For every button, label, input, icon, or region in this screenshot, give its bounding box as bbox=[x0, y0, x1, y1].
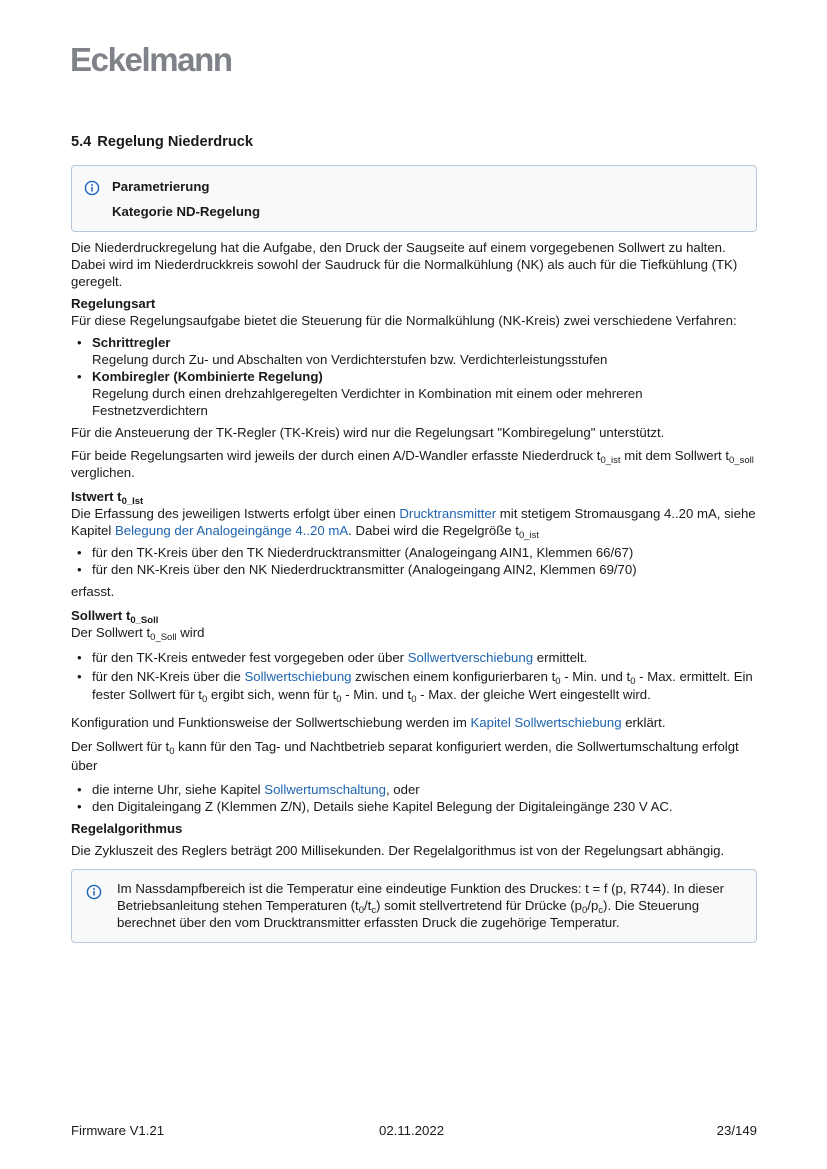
param-box-line2: Kategorie ND-Regelung bbox=[112, 204, 261, 219]
list-item: • die interne Uhr, siehe Kapitel Sollwertumschaltung, oder bbox=[71, 781, 757, 798]
list-item bbox=[71, 368, 757, 419]
konfig-paragraph: Konfiguration und Funktionsweise der Sollwertschiebung werden im Kapitel Sollwertschiebung erklärt. bbox=[71, 714, 666, 730]
parametrierung-box bbox=[71, 165, 757, 232]
regelalgorithmus-text: Die Zykluszeit des Reglers beträgt 200 Millisekunden. Der Regelalgorithmus ist von der Regelungsart abhängig. bbox=[71, 842, 725, 858]
sollwert-intro: Der Sollwert $t_{0\_Soll}$ wird bbox=[71, 625, 205, 643]
page-footer bbox=[71, 1122, 757, 1140]
regelungsart-list bbox=[71, 334, 757, 419]
sollwertumschaltung-list bbox=[71, 781, 757, 815]
tag-nacht-paragraph: Der Sollwert für $t_0$ kann für den Tag- und Nachtbetrieb separat konfiguriert werden, die Sollwertumschaltung erfolgt über bbox=[71, 738, 739, 773]
istwert-tail: erfasst. bbox=[71, 584, 115, 599]
footer-page-number: 23/149 bbox=[716, 1123, 757, 1138]
list-item bbox=[71, 334, 757, 368]
regelungsart-heading: Regelungsart bbox=[71, 296, 156, 311]
list-item-title: • Schrittregler bbox=[92, 335, 171, 350]
info-icon bbox=[86, 884, 102, 900]
sollwert-heading: Sollwert $t_{0\_Soll}$ bbox=[71, 608, 159, 626]
list-item-desc: Regelung durch einen drehzahlgeregelten Verdichter in Kombination mit einem oder mehreren Festnetzverdichtern bbox=[92, 386, 643, 418]
info-note-text: Im Nassdampfbereich ist die Temperatur eine eindeutige Funktion des Druckes: t = f (p, R744). In dieser Betriebsanleitung stehen Temperaturen $(t_0/t_c)$ somit stellvertretend für Drücke $(p_0/p_c)$. Die Steuerung berechnet über den vom Drucktransmitter erfassten Druck die zugehörige Temperatur. bbox=[117, 880, 725, 930]
footer-date: 02.11.2022 bbox=[379, 1123, 445, 1138]
istwert-heading: Istwert $t_{0\_Ist}$ bbox=[71, 489, 144, 507]
info-icon bbox=[84, 180, 100, 196]
list-item-title: • Kombiregler (Kombinierte Regelung) bbox=[92, 369, 323, 384]
sollwert-list bbox=[71, 649, 757, 705]
section-title bbox=[71, 133, 757, 151]
list-item: • für den TK-Kreis über den TK Niederdrucktransmitter (Analogeingang AIN1, Klemmen 66/67) bbox=[71, 544, 757, 561]
tk-note: Für die Ansteuerung der TK-Regler (TK-Kreis) wird nur die Regelungsart "Kombiregelung" unterstützt. bbox=[71, 425, 665, 440]
section-number: 5.4 bbox=[71, 134, 92, 150]
intro-paragraph: Die Niederdruckregelung hat die Aufgabe, den Druck der Saugseite auf einem vorgegebenen Sollwert zu halten. Dabei wird im Niederdruckkreis sowohl der Saudruck für die Normalkühlung (NK) als auch für die Tiefkühlung (TK) geregelt. bbox=[71, 240, 738, 289]
regelungsart-text: Für diese Regelungsaufgabe bietet die Steuerung für die Normalkühlung (NK-Kreis) zwei verschiedene Verfahren: bbox=[71, 313, 737, 328]
sollwertumschaltung-link[interactable]: Sollwertumschaltung bbox=[264, 781, 386, 797]
info-note-box bbox=[71, 869, 757, 943]
main-content bbox=[71, 133, 757, 943]
param-box-line1: Parametrierung bbox=[112, 179, 210, 194]
regelalgorithmus-heading: Regelalgorithmus bbox=[71, 820, 183, 836]
istwert-list bbox=[71, 544, 757, 578]
sollwertverschiebung-link[interactable]: Sollwertverschiebung bbox=[407, 650, 534, 665]
list-item: • den Digitaleingang Z (Klemmen Z/N), Details siehe Kapitel Belegung der Digitaleingänge 230 V AC. bbox=[71, 798, 757, 815]
compare-paragraph: Für beide Regelungsarten wird jeweils der durch einen A/D-Wandler erfasste Niederdruck $t_{0\_ist}$ mit dem Sollwert $t_{0\_soll}$ verglichen. bbox=[71, 448, 754, 480]
drucktransmitter-link[interactable]: Drucktransmitter bbox=[399, 506, 497, 521]
list-item-desc: Regelung durch Zu- und Abschalten von Verdichterstufen bzw. Verdichterleistungsstufen bbox=[92, 352, 608, 367]
footer-firmware: Firmware V1.21 bbox=[71, 1123, 165, 1138]
list-item: • für den TK-Kreis entweder fest vorgegeben oder über Sollwertverschiebung ermittelt. bbox=[71, 649, 757, 668]
list-item: • für den NK-Kreis über den NK Niederdrucktransmitter (Analogeingang AIN2, Klemmen 69/70) bbox=[71, 561, 757, 578]
eckelmann-logo: Eckelmann bbox=[70, 41, 232, 78]
section-title-text: Regelung Niederdruck bbox=[97, 134, 253, 150]
istwert-paragraph: Die Erfassung des jeweiligen Istwerts erfolgt über einen Drucktransmitter mit stetigem Stromausgang 4..20 mA, siehe Kapitel Belegung der Analogeingänge 4..20 mA. Dabei wird die Regelgröße $t_{0\_ist}$ bbox=[71, 506, 756, 541]
kapitel-sollwertschiebung-link[interactable]: Kapitel Sollwertschiebung bbox=[470, 714, 622, 730]
list-item: • für den NK-Kreis über die Sollwertschiebung zwischen einem konfigurierbaren $t_0$ - Min. und $t_0$ - Max. ermittelt. Ein fester Sollwert für $t_0$ ergibt sich, wenn für $t_0$ - Min. und $t_0$ - Max. der gleiche Wert eingestellt wird. bbox=[71, 668, 757, 705]
analogeingaenge-link[interactable]: Belegung der Analogeingänge 4..20 mA bbox=[115, 523, 349, 538]
sollwertschiebung-link[interactable]: Sollwertschiebung bbox=[244, 668, 352, 684]
